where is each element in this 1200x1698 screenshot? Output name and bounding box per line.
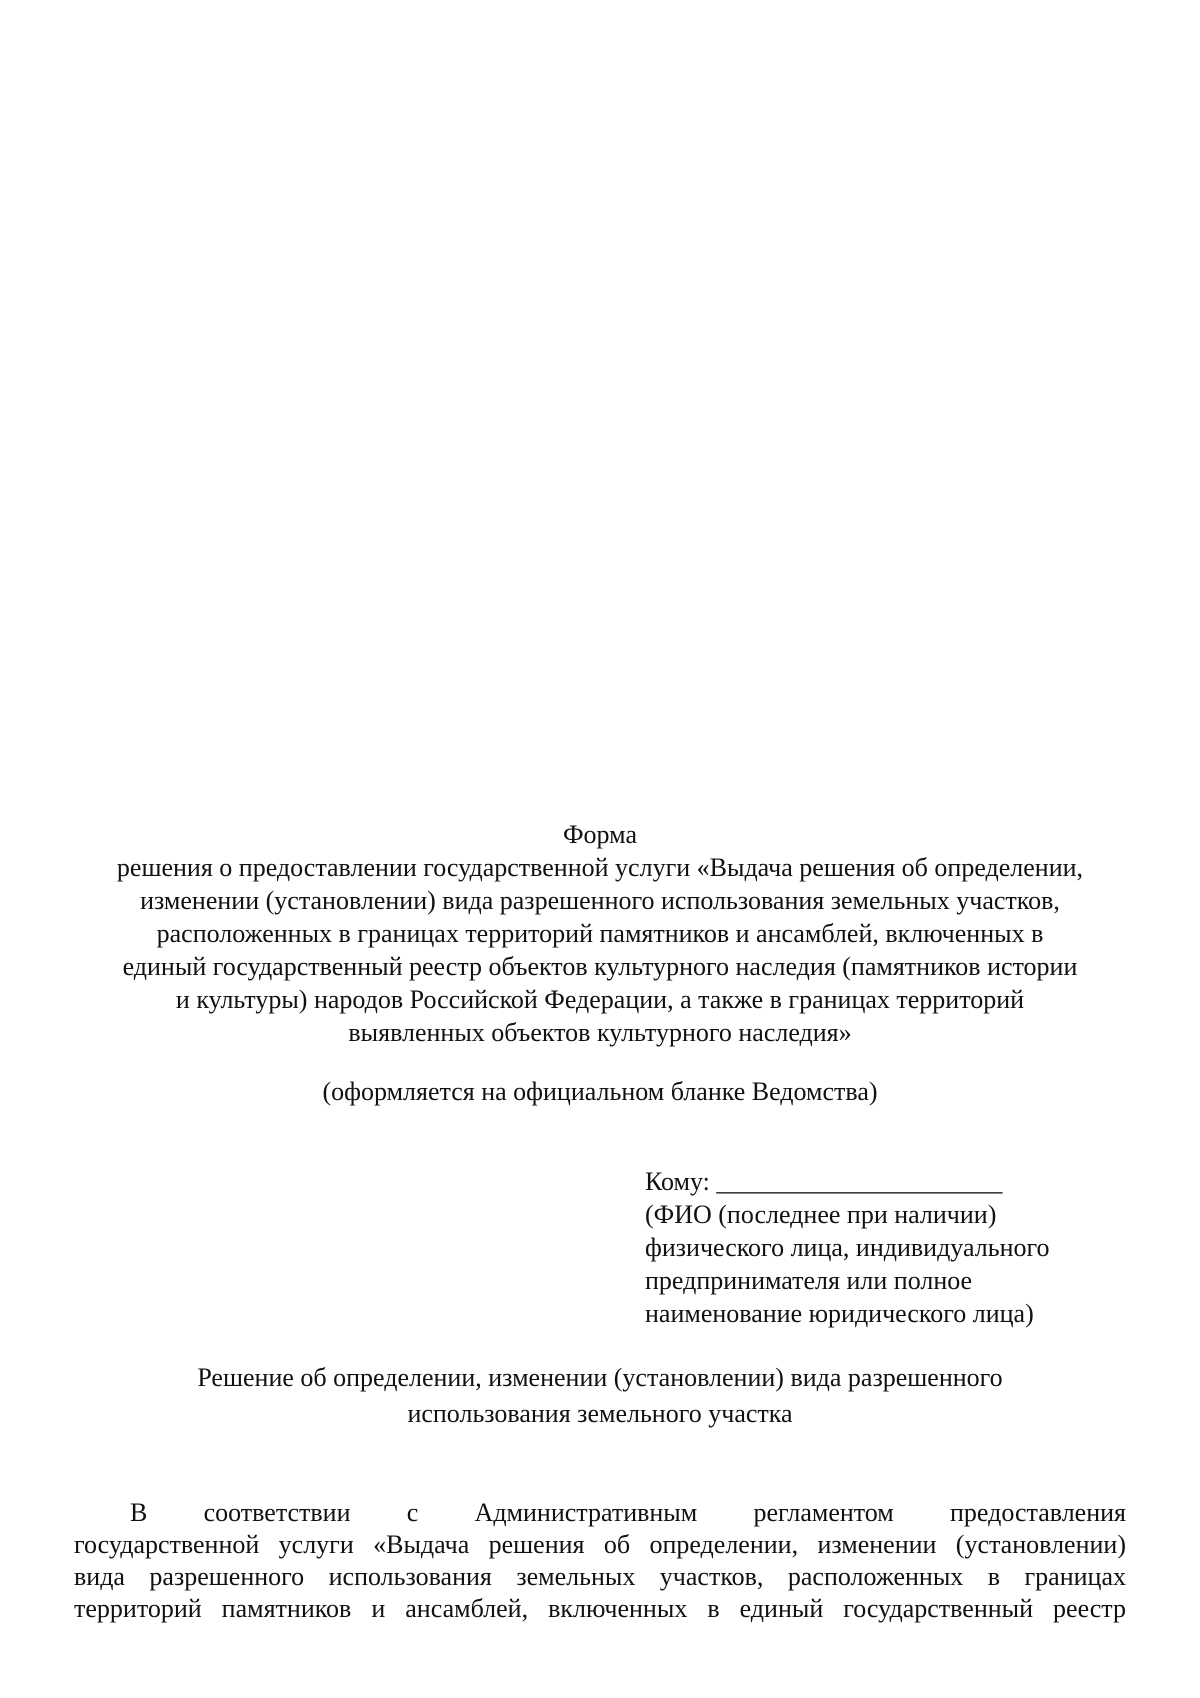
body-line: вида разрешенного использования земельных участков, расположенных в границах [74, 1562, 1126, 1591]
form-title-line: изменении (установлении) вида разрешенного использования земельных участков, [140, 886, 1060, 915]
body-line: В соответствии с Административным регламентом предоставления [130, 1498, 1126, 1527]
form-title-line: выявленных объектов культурного наследия» [348, 1018, 852, 1047]
decision-title-line: Решение об определении, изменении (установлении) вида разрешенного [197, 1363, 1003, 1392]
recipient-line: предпринимателя или полное [645, 1266, 973, 1295]
recipient-block [645, 1165, 1145, 1330]
official-letterhead-note: (оформляется на официальном бланке Ведомства) [322, 1077, 878, 1106]
recipient-line: физического лица, индивидуального [645, 1233, 1050, 1262]
recipient-line: Кому: ______________________ [645, 1167, 1003, 1196]
recipient-line: наименование юридического лица) [645, 1299, 1034, 1328]
form-title-line: решения о предоставлении государственной услуги «Выдача решения об определении, [116, 853, 1084, 882]
body-line: территорий памятников и ансамблей, включенных в единый государственный реестр [74, 1594, 1126, 1623]
body-line: государственной услуги «Выдача решения об определении, изменении (установлении) [74, 1530, 1126, 1559]
recipient-line: (ФИО (последнее при наличии) [645, 1200, 997, 1229]
form-title [74, 818, 1126, 1049]
form-title-line: Форма [563, 820, 637, 849]
body-paragraph [74, 1497, 1126, 1625]
decision-title-line: использования земельного участка [407, 1399, 793, 1428]
decision-title [74, 1360, 1126, 1432]
form-title-line: единый государственный реестр объектов культурного наследия (памятников истории [122, 952, 1078, 981]
form-title-line: расположенных в границах территорий памятников и ансамблей, включенных в [156, 919, 1044, 948]
form-title-line: и культуры) народов Российской Федерации, а также в границах территорий [175, 985, 1025, 1014]
